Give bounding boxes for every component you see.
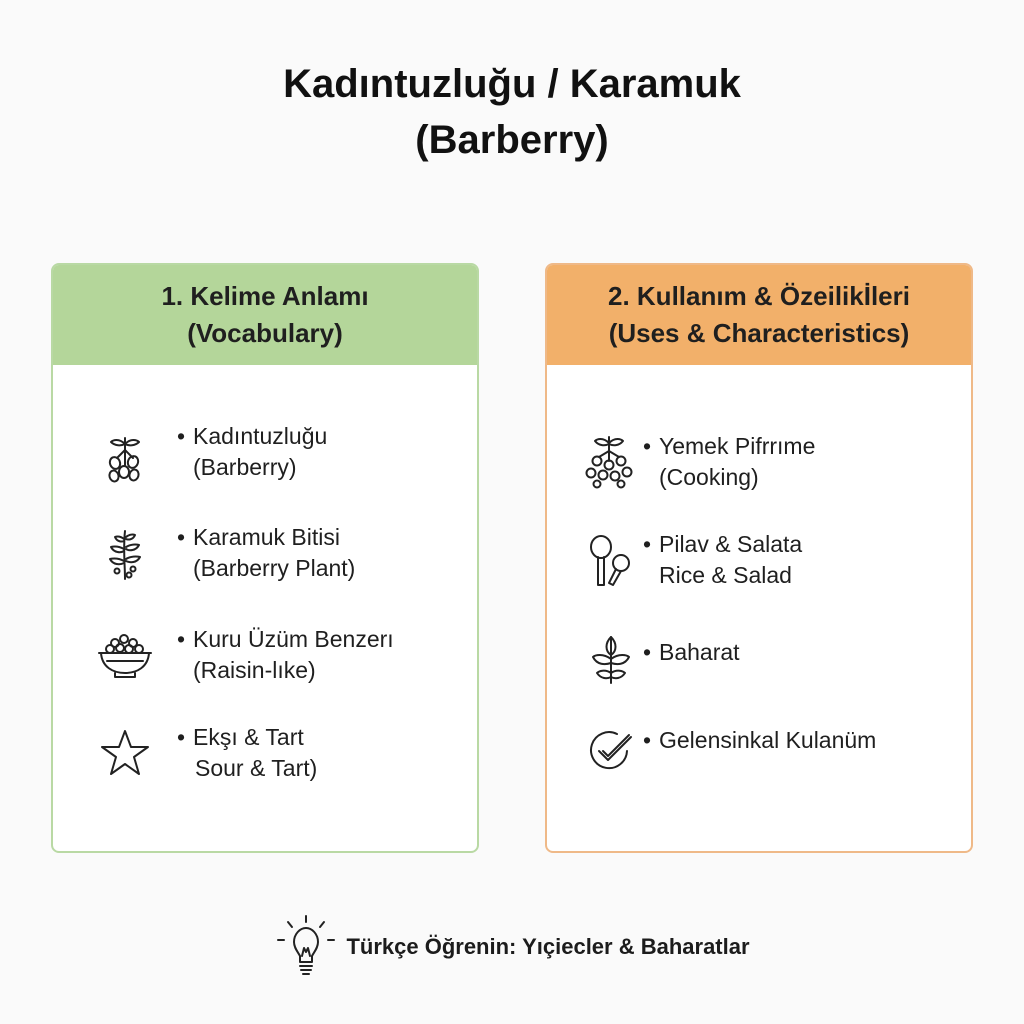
vocabulary-item-text: • Ekşı & Tart Sour & Tart) (177, 724, 318, 781)
uses-item-label: Baharat (659, 639, 740, 665)
uses-item-text: • Gelensinkal Kulanüm (643, 727, 877, 753)
berry-cluster-icon (583, 433, 639, 489)
vocabulary-item-translation: (Barberry) (193, 454, 297, 480)
page-title-line-1: Kadıntuzluğu / Karamuk (283, 62, 741, 106)
uses-item-text: • Pilav & Salata Rice & Salad (643, 531, 803, 588)
uses-item-traditional (547, 719, 971, 799)
uses-item-cooking (547, 433, 971, 513)
herb-leaves-icon (583, 629, 639, 685)
footer (0, 912, 1024, 982)
vocabulary-item-translation: (Raisin-lıke) (193, 657, 316, 683)
vocabulary-item-translation: (Barberry Plant) (193, 555, 356, 581)
bowl-icon (93, 627, 157, 683)
page-title-line-2: (Barberry) (415, 118, 609, 162)
uses-heading-line-2: (Uses & Characteristics) (608, 318, 910, 348)
vocabulary-item-text: • Karamuk Bitisi (Barberry Plant) (177, 524, 356, 581)
spoons-icon (583, 533, 639, 589)
uses-item-label: Yemek Pifrrıme (659, 433, 816, 459)
uses-item-label: Pilav & Salata (659, 531, 803, 557)
uses-item-rice-salad (547, 533, 971, 613)
vocabulary-item-plant (53, 525, 477, 605)
vocabulary-item-label: Kuru Üzüm Benzerı (193, 626, 394, 652)
uses-item-translation: (Cooking) (659, 464, 759, 490)
uses-heading-line-1: 2. Kullanım & Özeilikİleri (608, 281, 910, 311)
uses-item-label: Gelensinkal Kulanüm (659, 727, 877, 753)
uses-item-spice (547, 627, 971, 707)
vocabulary-item-barberry (53, 425, 477, 505)
vocabulary-item-raisin (53, 623, 477, 703)
vocabulary-heading-line-1: 1. Kelime Anlamı (161, 281, 369, 311)
uses-card-header (547, 265, 971, 365)
vocabulary-item-label: Ekşı & Tart (193, 724, 304, 750)
vocabulary-heading-line-2: (Vocabulary) (187, 318, 343, 348)
plant-branch-icon (97, 525, 153, 581)
vocabulary-item-label: Kadıntuzluğu (193, 423, 328, 449)
uses-item-text: • Baharat (643, 639, 740, 665)
vocabulary-item-sour (53, 723, 477, 803)
vocabulary-item-translation: Sour & Tart) (195, 755, 318, 781)
vocabulary-item-text: • Kadıntuzluğu (Barberry) (177, 423, 328, 480)
vocabulary-card-header (53, 265, 477, 365)
uses-card (545, 263, 973, 853)
vocabulary-item-text: • Kuru Üzüm Benzerı (Raisin-lıke) (177, 626, 394, 683)
page-title (0, 56, 1024, 168)
uses-item-text: • Yemek Pifrrıme (Cooking) (643, 433, 816, 490)
lightbulb-icon (274, 912, 338, 982)
berries-icon (97, 430, 153, 486)
vocabulary-item-label: Karamuk Bitisi (193, 524, 340, 550)
footer-text: Türkçe Öğrenin: Yıçiecler & Baharatlar (346, 934, 750, 959)
uses-item-translation: Rice & Salad (659, 562, 792, 588)
star-icon (97, 725, 153, 781)
vocabulary-card (51, 263, 479, 853)
check-circle-icon (583, 723, 639, 779)
